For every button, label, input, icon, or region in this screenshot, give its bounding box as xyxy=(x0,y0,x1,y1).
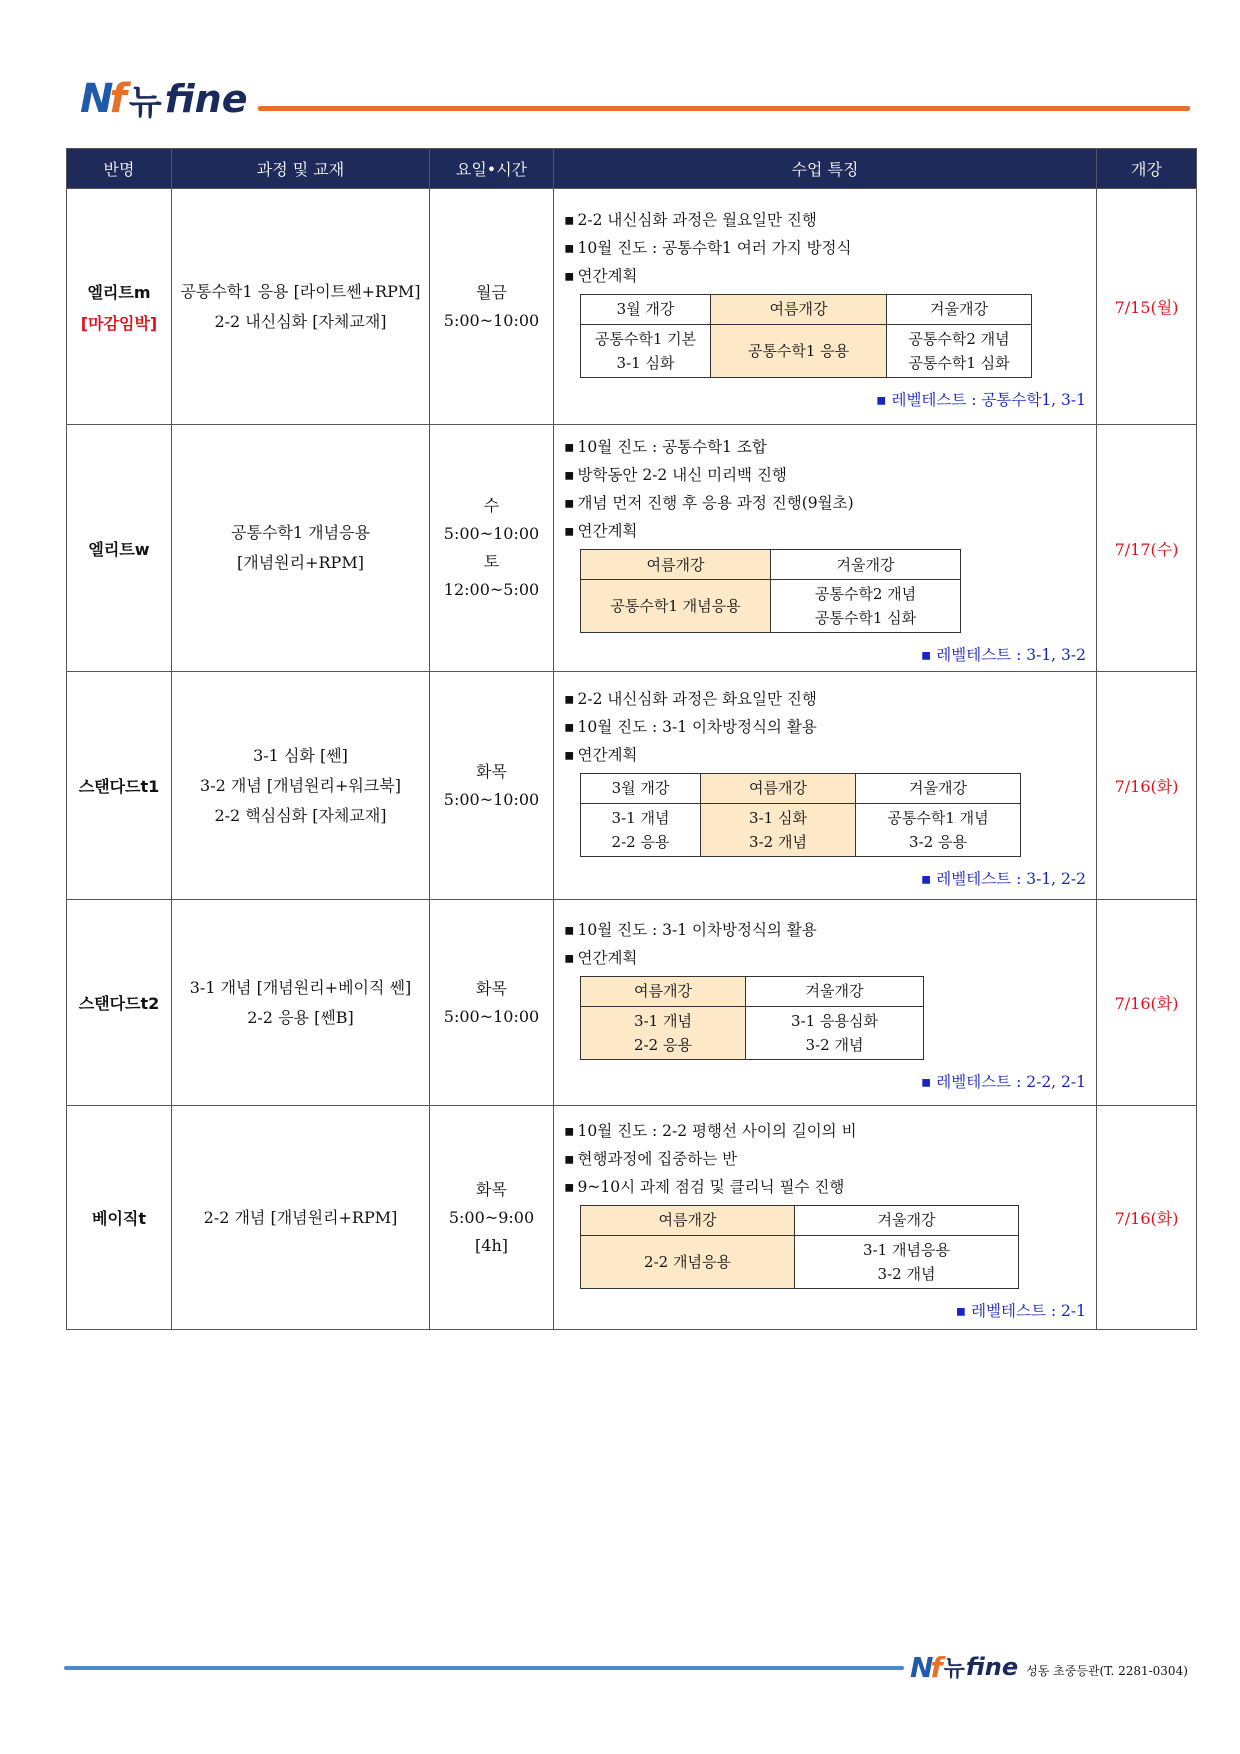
page-footer xyxy=(64,1650,1188,1690)
table-header-row xyxy=(67,149,1197,189)
list-item: ▪ 10월 진도 : 공통수학1 여러 가지 방정식 xyxy=(564,234,1088,262)
plan-header: 여름개강 xyxy=(581,550,771,580)
time-cell xyxy=(430,425,554,672)
table-row xyxy=(67,425,1197,672)
footer-divider xyxy=(64,1666,904,1670)
open-date: 7/17(수) xyxy=(1097,425,1197,672)
course-line: 2-2 내신심화 [자체교재] xyxy=(214,311,387,331)
plan-cell: 공통수학1 기본 3-1 심화 xyxy=(581,324,711,377)
plan-header: 겨울개강 xyxy=(746,976,924,1006)
footer-logo-mark-icon: Nf xyxy=(910,1650,940,1684)
plan-cell: 3-1 응용심화 3-2 개념 xyxy=(746,1006,924,1059)
list-item: ▪ 9~10시 과제 점검 및 클리닉 필수 진행 xyxy=(564,1173,1088,1201)
plan-cell: 공통수학1 응용 xyxy=(711,324,887,377)
class-name: 엘리트w xyxy=(88,539,150,559)
plan-header: 겨울개강 xyxy=(887,294,1032,324)
list-item: ▪ 10월 진도 : 3-1 이차방정식의 활용 xyxy=(564,713,1088,741)
course-line: 2-2 응용 [쎈B] xyxy=(247,1007,354,1027)
plan-header: 3월 개강 xyxy=(581,294,711,324)
list-item: ▪ 연간계획 xyxy=(564,741,1088,769)
time-line: 화목 xyxy=(476,978,507,998)
list-item: ▪ 연간계획 xyxy=(564,262,1088,290)
feature-list xyxy=(564,1117,1088,1201)
time-cell xyxy=(430,1106,554,1330)
level-test-note: ▪ 레벨테스트 : 2-1 xyxy=(955,1301,1086,1320)
header-course: 과정 및 교재 xyxy=(172,149,430,189)
annual-plan-table xyxy=(580,773,1021,857)
list-item: ▪ 연간계획 xyxy=(564,517,1088,545)
plan-header: 여름개강 xyxy=(581,976,746,1006)
class-name-cell xyxy=(67,672,172,900)
plan-header: 여름개강 xyxy=(701,773,856,803)
course-line: 2-2 핵심심화 [자체교재] xyxy=(214,805,387,825)
plan-cell: 공통수학1 개념응용 xyxy=(581,580,771,633)
plan-header: 여름개강 xyxy=(711,294,887,324)
plan-cell: 공통수학1 개념 3-2 응용 xyxy=(856,803,1021,856)
plan-header: 여름개강 xyxy=(581,1205,795,1235)
list-item: ▪ 2-2 내신심화 과정은 월요일만 진행 xyxy=(564,206,1088,234)
plan-cell: 공통수학2 개념 공통수학1 심화 xyxy=(771,580,961,633)
class-name-cell xyxy=(67,425,172,672)
annual-plan-table xyxy=(580,976,924,1060)
plan-cell: 3-1 개념 2-2 응용 xyxy=(581,803,701,856)
plan-cell: 공통수학2 개념 공통수학1 심화 xyxy=(887,324,1032,377)
course-line: 3-1 심화 [쎈] xyxy=(253,745,348,765)
logo-name-en: fine xyxy=(164,77,248,121)
header-open: 개강 xyxy=(1097,149,1197,189)
open-date: 7/16(화) xyxy=(1097,672,1197,900)
features-cell xyxy=(554,425,1097,672)
time-cell xyxy=(430,672,554,900)
header-divider xyxy=(258,106,1190,111)
list-item: ▪ 연간계획 xyxy=(564,944,1088,972)
class-schedule-table xyxy=(66,148,1197,1330)
list-item: ▪ 개념 먼저 진행 후 응용 과정 진행(9월초) xyxy=(564,489,1088,517)
course-line: 3-2 개념 [개념원리+워크북] xyxy=(200,775,401,795)
plan-header: 겨울개강 xyxy=(856,773,1021,803)
annual-plan-table xyxy=(580,549,961,633)
features-cell xyxy=(554,672,1097,900)
time-line: 5:00~9:00 xyxy=(448,1207,535,1227)
course-cell xyxy=(172,672,430,900)
course-cell xyxy=(172,1106,430,1330)
class-name: 베이직t xyxy=(91,1209,147,1228)
list-item: ▪ 10월 진도 : 2-2 평행선 사이의 길이의 비 xyxy=(564,1117,1088,1145)
class-name-cell xyxy=(67,189,172,425)
list-item: ▪ 10월 진도 : 공통수학1 조합 xyxy=(564,433,1088,461)
course-line: 3-1 개념 [개념원리+베이직 쎈] xyxy=(189,977,412,997)
open-date: 7/15(월) xyxy=(1097,189,1197,425)
plan-cell: 3-1 개념응용 3-2 개념 xyxy=(795,1235,1019,1288)
feature-list xyxy=(564,685,1088,769)
table-row xyxy=(67,672,1197,900)
plan-header: 3월 개강 xyxy=(581,773,701,803)
features-cell xyxy=(554,900,1097,1106)
time-cell xyxy=(430,189,554,425)
feature-list xyxy=(564,206,1088,290)
class-name: 스탠다드t1 xyxy=(78,777,160,796)
time-line: 화목 xyxy=(476,761,507,781)
time-line: 화목 xyxy=(476,1179,507,1199)
footer-logo-name-en: fine xyxy=(965,1653,1019,1681)
logo-name-kr: 뉴 xyxy=(128,82,161,123)
course-line: 공통수학1 응용 [라이트쎈+RPM] xyxy=(180,281,421,301)
feature-list xyxy=(564,916,1088,972)
features-cell xyxy=(554,1106,1097,1330)
plan-cell: 3-1 개념 2-2 응용 xyxy=(581,1006,746,1059)
class-name-cell xyxy=(67,900,172,1106)
time-line: [4h] xyxy=(475,1235,508,1255)
course-line: 공통수학1 개념응용 xyxy=(231,523,370,542)
brand-logo xyxy=(80,76,248,122)
level-test-note: ▪ 레벨테스트 : 3-1, 3-2 xyxy=(920,646,1086,664)
footer-logo xyxy=(910,1650,1188,1684)
logo-mark-icon: Nf xyxy=(80,76,123,122)
features-cell xyxy=(554,189,1097,425)
annual-plan-table xyxy=(580,294,1032,378)
class-name: 엘리트m xyxy=(87,282,151,302)
annual-plan-table xyxy=(580,1205,1019,1289)
plan-cell: 3-1 심화 3-2 개념 xyxy=(701,803,856,856)
course-cell xyxy=(172,425,430,672)
level-test-note: ▪ 레벨테스트 : 3-1, 2-2 xyxy=(920,869,1086,888)
level-test-note: ▪ 레벨테스트 : 공통수학1, 3-1 xyxy=(876,390,1086,409)
level-test-note: ▪ 레벨테스트 : 2-2, 2-1 xyxy=(920,1072,1086,1091)
time-line: 12:00~5:00 xyxy=(443,580,540,599)
feature-list xyxy=(564,433,1088,545)
time-line: 수 xyxy=(483,496,500,515)
header-time: 요일•시간 xyxy=(430,149,554,189)
time-cell xyxy=(430,900,554,1106)
course-line: 2-2 개념 [개념원리+RPM] xyxy=(203,1207,398,1227)
plan-cell: 2-2 개념응용 xyxy=(581,1235,795,1288)
time-line: 5:00~10:00 xyxy=(443,524,540,543)
list-item: ▪ 2-2 내신심화 과정은 화요일만 진행 xyxy=(564,685,1088,713)
course-line: [개념원리+RPM] xyxy=(237,553,364,572)
class-name: 스탠다드t2 xyxy=(78,994,160,1013)
course-cell xyxy=(172,189,430,425)
course-cell xyxy=(172,900,430,1106)
list-item: ▪ 현행과정에 집중하는 반 xyxy=(564,1145,1088,1173)
footer-logo-name-kr: 뉴 xyxy=(943,1656,964,1682)
table-row xyxy=(67,189,1197,425)
time-line: 5:00~10:00 xyxy=(443,1006,540,1026)
open-date: 7/16(화) xyxy=(1097,1106,1197,1330)
list-item: ▪ 10월 진도 : 3-1 이차방정식의 활용 xyxy=(564,916,1088,944)
time-line: 토 xyxy=(483,552,500,571)
open-date: 7/16(화) xyxy=(1097,900,1197,1106)
time-line: 5:00~10:00 xyxy=(443,789,540,809)
branch-contact: 성동 초중등관(T. 2281-0304) xyxy=(1026,1663,1188,1678)
time-line: 월금 xyxy=(476,282,507,302)
plan-header: 겨울개강 xyxy=(771,550,961,580)
class-name-cell xyxy=(67,1106,172,1330)
deadline-badge: [마감임박] xyxy=(80,313,158,333)
header-features: 수업 특징 xyxy=(554,149,1097,189)
plan-header: 겨울개강 xyxy=(795,1205,1019,1235)
table-row xyxy=(67,900,1197,1106)
time-line: 5:00~10:00 xyxy=(443,310,540,330)
table-row xyxy=(67,1106,1197,1330)
page-header xyxy=(80,76,1190,126)
header-class: 반명 xyxy=(67,149,172,189)
list-item: ▪ 방학동안 2-2 내신 미리백 진행 xyxy=(564,461,1088,489)
